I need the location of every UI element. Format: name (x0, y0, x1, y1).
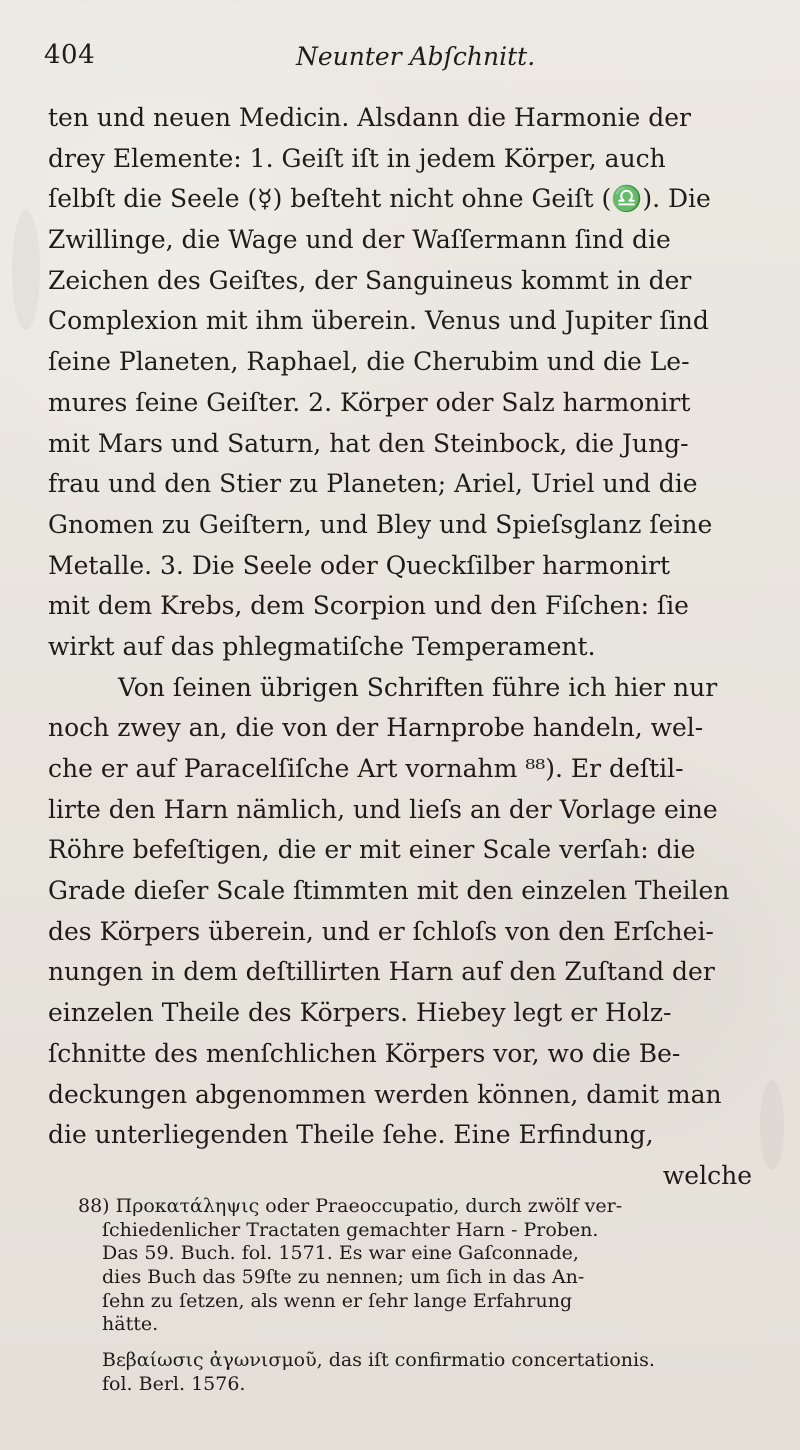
paper-stain (760, 1080, 784, 1170)
footnote-line: 88) Προκατάληψις oder Praeoccupatio, durch zwölf ver- (78, 1195, 623, 1217)
paper-stain (12, 210, 40, 330)
text-line-14: wirkt auf das phlegmatiſche Temperament. (48, 631, 596, 661)
text-line-18: lirte den Harn nämlich, und lieſs an der Vorlage eine (48, 794, 718, 824)
text-line-22: nungen in dem deſtillirten Harn auf den Zuſtand der (48, 957, 715, 987)
text-line-12: Metalle. 3. Die Seele oder Queckſilber harmonirt (48, 550, 671, 580)
page-number: 404 (44, 40, 96, 70)
footnote-line: hätte. (102, 1313, 159, 1336)
text-line-15: Von ſeinen übrigen Schriften führe ich hier nur (118, 672, 718, 702)
footnote-line: ſchiedenlicher Tractaten gemachter Harn - Proben. (102, 1218, 599, 1241)
text-line-5: Zeichen des Geiſtes, der Sanguineus kommt in der (48, 265, 692, 295)
footnotes (78, 1195, 758, 1397)
running-title: Neunter Abſchnitt. (296, 42, 536, 71)
footnote-line: ſehn zu ſetzen, als wenn er ſehr lange Erfahrung (102, 1289, 573, 1312)
text-line-16: noch zwey an, die von der Harnprobe handeln, wel- (48, 713, 704, 743)
footnote-line: dies Buch das 59ſte zu nennen; um ſich in das An- (102, 1266, 585, 1289)
text-line-19: Röhre befeſtigen, die er mit einer Scale verſah: die (48, 835, 696, 865)
text-line-20: Grade dieſer Scale ſtimmten mit den einzelen Theilen (48, 876, 730, 906)
page-header (44, 40, 760, 80)
text-line-1: ten und neuen Medicin. Alsdann die Harmonie der (48, 103, 691, 132)
text-line-17: che er auf Paracelſiſche Art vornahm ⁸⁸). Er deſtil- (48, 754, 684, 783)
text-line-7: ſeine Planeten, Raphael, die Cherubim und die Le- (48, 347, 690, 377)
text-line-26: die unterliegenden Theile ſehe. Eine Erfindung, (48, 1120, 654, 1150)
footnote-line: Βεβαίωσις ἀγωνισμοῦ, das iſt confirmatio concertationis. (102, 1349, 655, 1372)
text-line-2: drey Elemente: 1. Geiſt iſt in jedem Körper, auch (48, 143, 666, 173)
text-line-24: ſchnitte des menſchlichen Körpers vor, wo die Be- (48, 1038, 681, 1068)
text-line-13: mit dem Krebs, dem Scorpion und den Fiſchen: ſie (48, 591, 689, 621)
text-line-8: mures ſeine Geiſter. 2. Körper oder Salz harmonirt (48, 387, 691, 417)
text-line-9: mit Mars und Saturn, hat den Steinbock, die Jung- (48, 428, 689, 458)
footnote-line: Das 59. Buch. fol. 1571. Es war eine Gaſconnade, (102, 1242, 579, 1265)
main-text (48, 98, 754, 1197)
text-line-23: einzelen Theile des Körpers. Hiebey legt er Holz- (48, 998, 672, 1028)
text-line-6: Complexion mit ihm überein. Venus und Jupiter ſind (48, 306, 709, 336)
text-line-10: frau und den Stier zu Planeten; Ariel, Uriel und die (48, 469, 698, 499)
text-line-3: ſelbſt die Seele (☿) beſteht nicht ohne Geiſt (♎). Die (48, 184, 711, 214)
catchword: welche (662, 1160, 752, 1190)
text-line-4: Zwillinge, die Wage und der Waſſermann ſind die (48, 225, 671, 255)
text-line-11: Gnomen zu Geiſtern, und Bley und Spieſsglanz ſeine (48, 509, 713, 539)
footnote-gap (78, 1337, 758, 1349)
text-line-25: deckungen abgenommen werden können, damit man (48, 1079, 722, 1109)
footnote-line: fol. Berl. 1576. (102, 1372, 246, 1395)
text-line-21: des Körpers überein, und er ſchloſs von den Erſchei- (48, 916, 714, 946)
